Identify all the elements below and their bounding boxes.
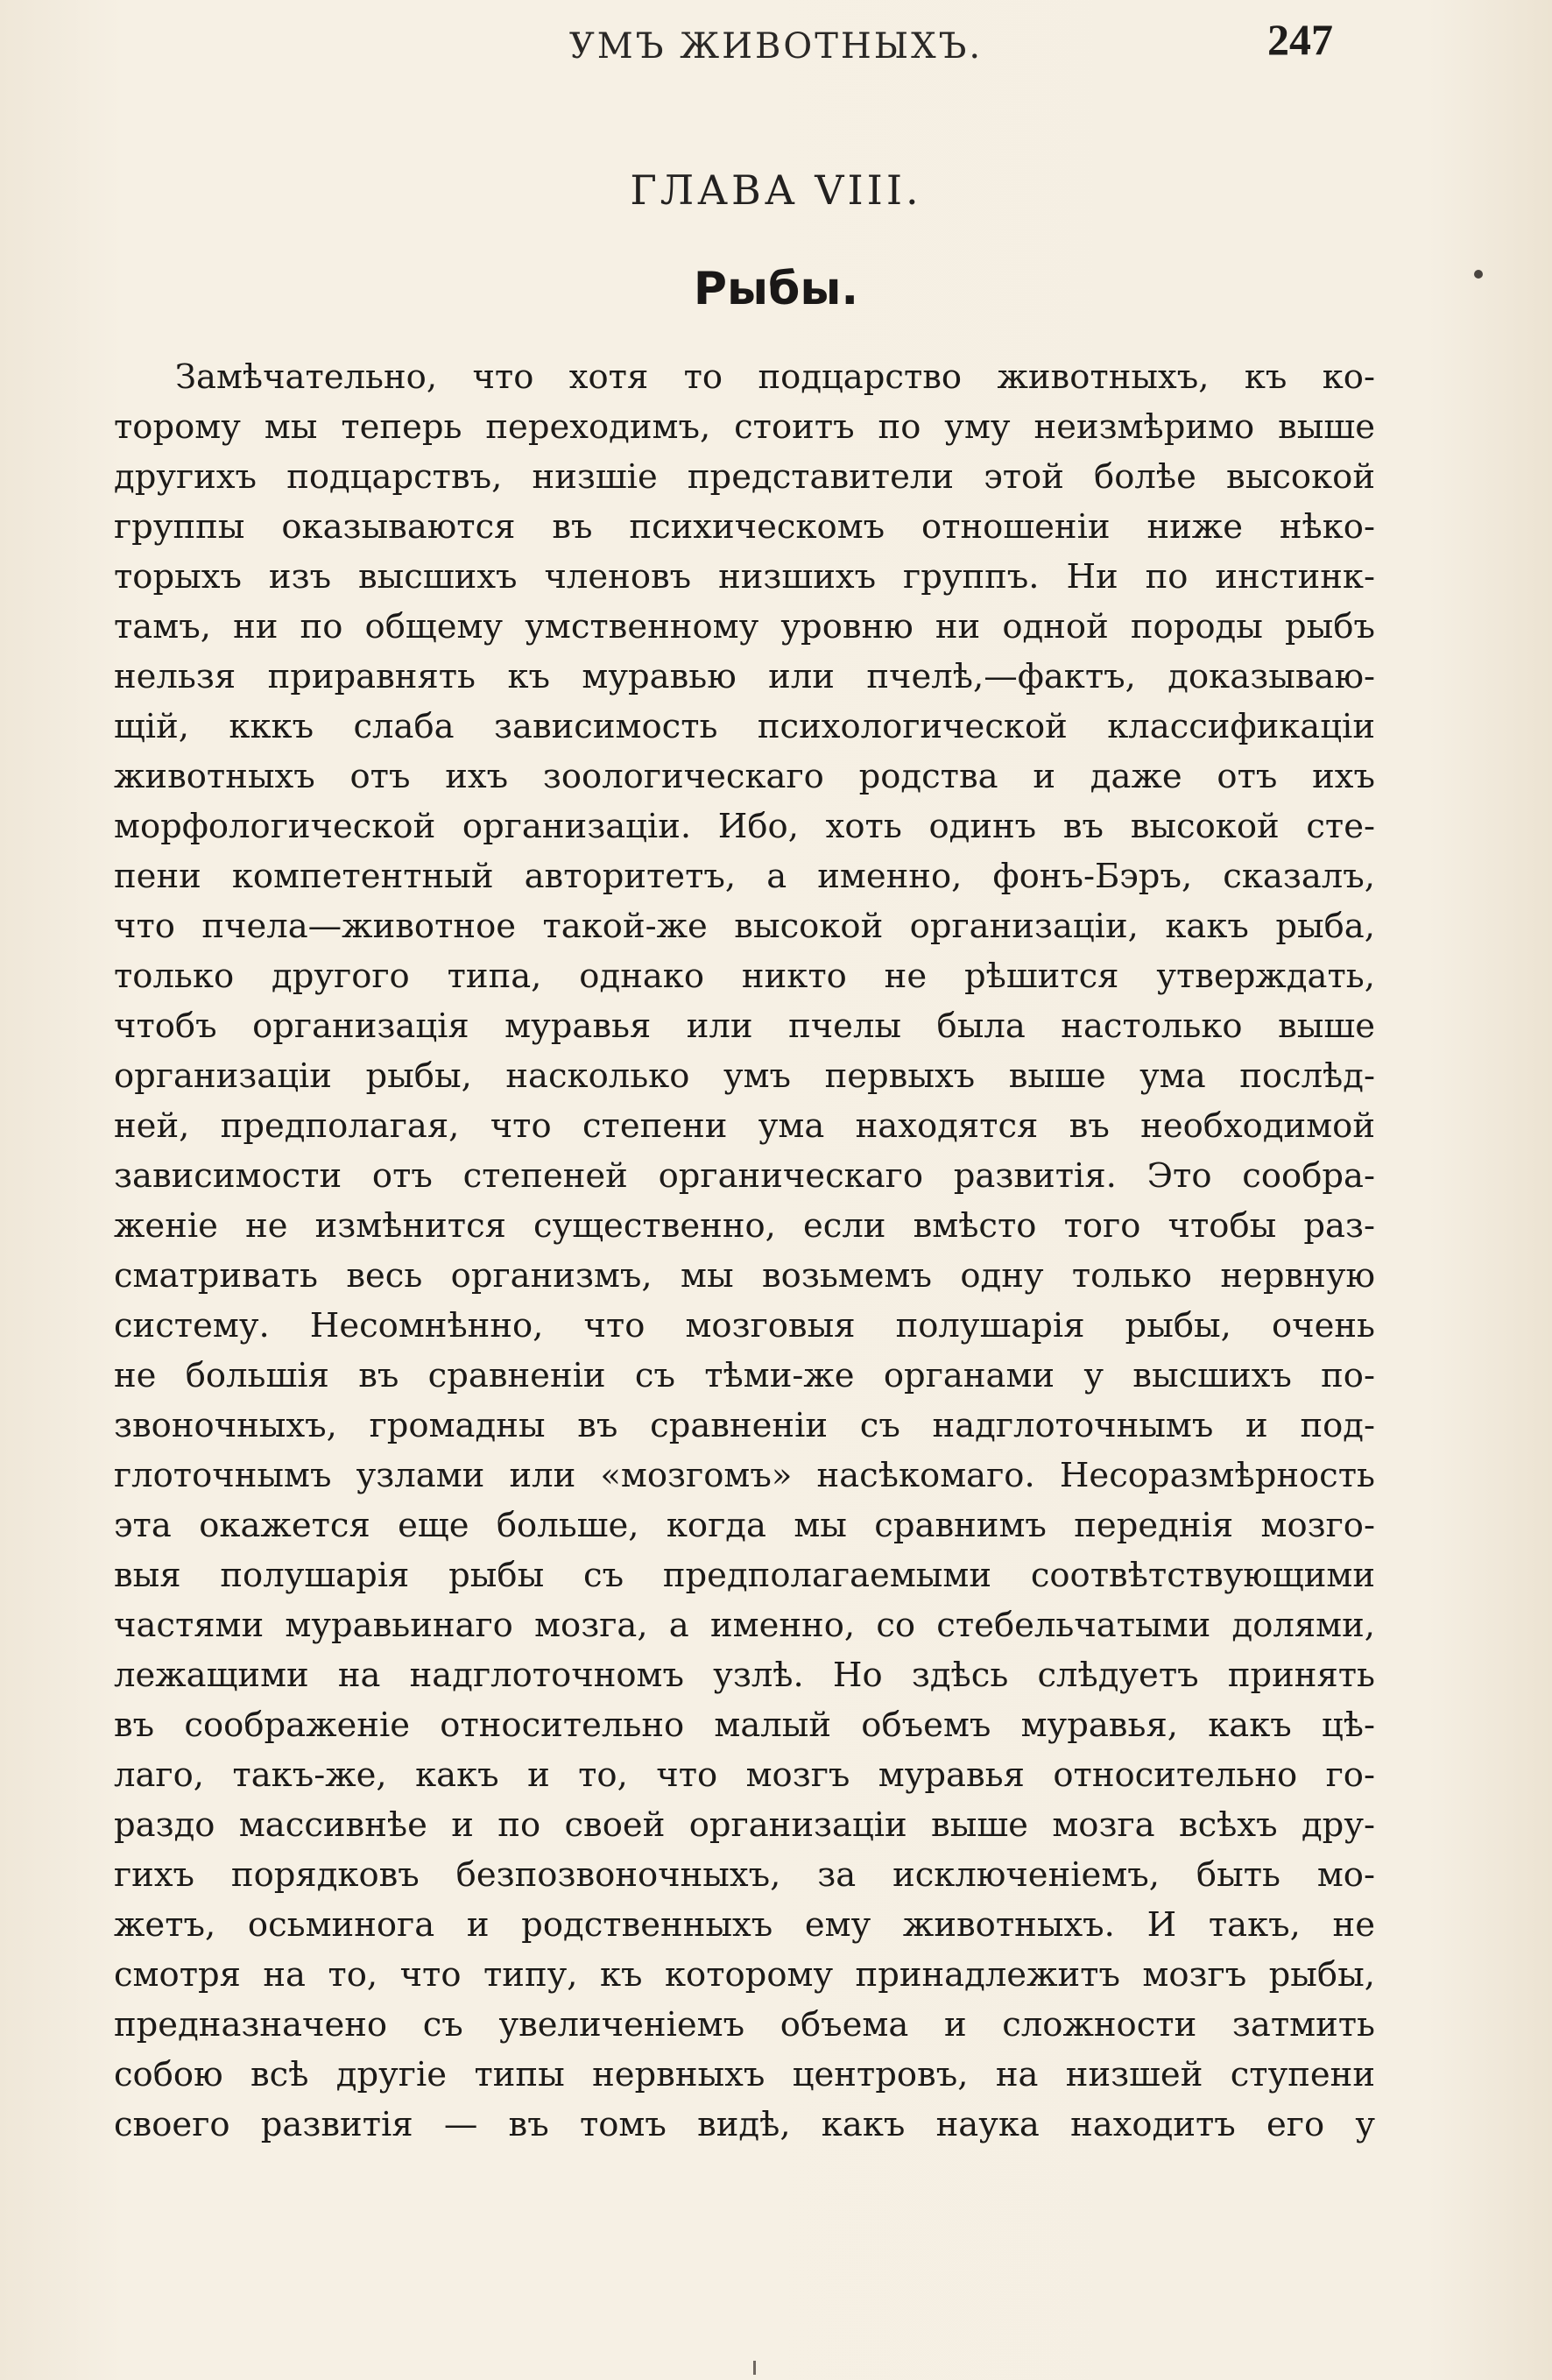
section-title: Рыбы. [693,263,859,315]
text-line: выя полушарія рыбы съ предполагаемыми соотвѣтствующими [114,1556,1375,1595]
text-line: чтобъ организація муравья или пчелы была настолько выше [114,1006,1375,1046]
text-line: жетъ, осьминога и родственныхъ ему животныхъ. И такъ, не [114,1905,1375,1945]
text-line: группы оказываются въ психическомъ отношеніи ниже нѣко- [114,507,1375,547]
text-line: зависимости отъ степеней органическаго развитія. Это сообра- [114,1156,1375,1196]
text-line: предназначено съ увеличеніемъ объема и сложности затмить [114,2005,1375,2045]
text-line: пени компетентный авторитетъ, а именно, фонъ-Бэръ, сказалъ, [114,857,1375,896]
ink-spot [1474,270,1483,279]
text-line: гихъ порядковъ безпозвоночныхъ, за исключеніемъ, быть мо- [114,1855,1375,1895]
text-line: глоточнымъ узлами или «мозгомъ» насѣкомаго. Несоразмѣрность [114,1456,1375,1495]
text-line: звоночныхъ, громадны въ сравненіи съ надглоточнымъ и под- [114,1406,1375,1445]
text-line: своего развитія — въ томъ видѣ, какъ наука находитъ его у [114,2105,1375,2144]
text-line: торому мы теперь переходимъ, стоитъ по уму неизмѣримо выше [114,407,1375,447]
text-line: систему. Несомнѣнно, что мозговыя полушарія рыбы, очень [114,1306,1375,1345]
text-line: Замѣчательно, что хотя то подцарство животныхъ, къ ко- [175,357,1375,397]
text-line: лежащими на надглоточномъ узлѣ. Но здѣсь слѣдуетъ принять [114,1656,1375,1695]
text-line: въ соображеніе относительно малый объемъ муравья, какъ цѣ- [114,1706,1375,1745]
running-head [0,11,1552,72]
page-number: 247 [1267,15,1333,64]
text-line: животныхъ отъ ихъ зоологическаго родства и даже отъ ихъ [114,757,1375,796]
text-line: другихъ подцарствъ, низшіе представители этой болѣе высокой [114,457,1375,497]
text-line: смотря на то, что типу, къ которому принадлежитъ мозгъ рыбы, [114,1955,1375,1995]
text-line: ней, предполагая, что степени ума находятся въ необходимой [114,1106,1375,1146]
text-line: эта окажется еще больше, когда мы сравнимъ переднія мозго- [114,1506,1375,1545]
text-line: женіе не измѣнится существенно, если вмѣсто того чтобы раз- [114,1206,1375,1246]
text-line: морфологической организаціи. Ибо, хоть одинъ въ высокой сте- [114,807,1375,846]
text-line: сматривать весь организмъ, мы возьмемъ одну только нервную [114,1256,1375,1296]
text-line: что пчела—животное такой-же высокой организаціи, какъ рыба, [114,907,1375,946]
body-text [114,352,1375,2150]
text-line: нельзя приравнять къ муравью или пчелѣ,—фактъ, доказываю- [114,657,1375,696]
text-line: только другого типа, однако никто не рѣшится утверждать, [114,957,1375,996]
text-line: частями муравьинаго мозга, а именно, со стебельчатыми долями, [114,1606,1375,1645]
text-line: организаціи рыбы, насколько умъ первыхъ выше ума послѣд- [114,1056,1375,1096]
text-line: собою всѣ другіе типы нервныхъ центровъ, на низшей ступени [114,2055,1375,2094]
text-line: щій, кккъ слаба зависимость психологической классификаціи [114,707,1375,746]
text-line: раздо массивнѣе и по своей организаціи выше мозга всѣхъ дру- [114,1805,1375,1845]
text-line: тамъ, ни по общему умственному уровню ни одной породы рыбъ [114,607,1375,646]
chapter-heading: ГЛАВА VIII. [630,166,922,214]
text-line: не большія въ сравненіи съ тѣми-же органами у высшихъ по- [114,1356,1375,1395]
running-title: УМЪ ЖИВОТНЫХЪ. [568,26,984,67]
text-line: торыхъ изъ высшихъ членовъ низшихъ группъ. Ни по инстинк- [114,557,1375,597]
page-mark [753,2361,756,2375]
text-line: лаго, такъ-же, какъ и то, что мозгъ муравья относительно го- [114,1755,1375,1795]
